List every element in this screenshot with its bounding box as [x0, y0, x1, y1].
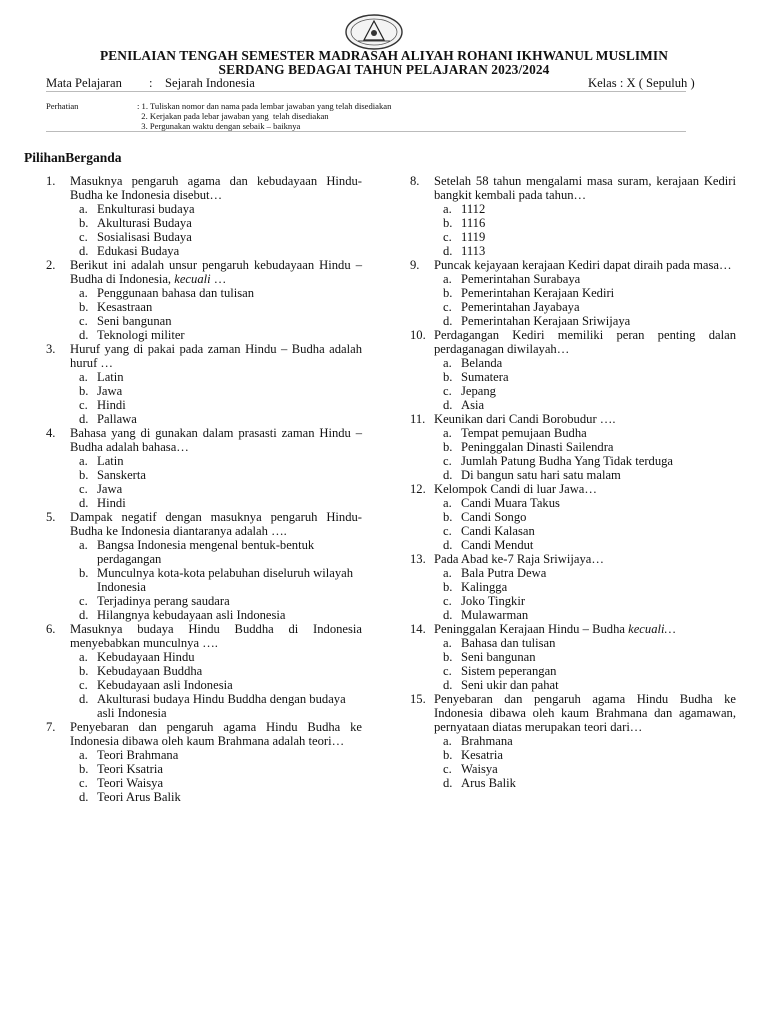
answer-option [70, 762, 362, 776]
question-item [410, 692, 736, 790]
option-text: Hindi [97, 398, 126, 412]
option-letter: b. [443, 440, 453, 454]
option-text: Edukasi Budaya [97, 244, 180, 258]
question-number: 11. [410, 412, 426, 426]
answer-option [70, 594, 362, 608]
option-text: Candi Mendut [461, 538, 534, 552]
option-letter: b. [443, 650, 453, 664]
option-text: 1119 [461, 230, 486, 244]
answer-option [434, 496, 736, 510]
question-number: 2. [46, 258, 56, 272]
option-text: Kesatria [461, 748, 503, 762]
question-number: 8. [410, 174, 420, 188]
option-text: Teori Ksatria [97, 762, 163, 776]
answer-option [434, 608, 736, 622]
option-text: Brahmana [461, 734, 513, 748]
question-stem: Bahasa yang di gunakan dalam prasasti zaman Hindu – Budha adalah bahasa… [70, 426, 362, 454]
answer-option [434, 636, 736, 650]
option-text: Joko Tingkir [461, 594, 526, 608]
option-letter: c. [79, 482, 88, 496]
question-exception-word: kecuali… [628, 622, 676, 636]
option-text: Enkulturasi budaya [97, 202, 195, 216]
answer-option [434, 440, 736, 454]
option-letter: b. [79, 384, 89, 398]
option-letter: c. [79, 594, 88, 608]
question-item [46, 258, 362, 342]
answer-option [70, 314, 362, 328]
answer-option [434, 202, 736, 216]
option-letter: b. [443, 370, 453, 384]
option-text: Mulawarman [461, 608, 529, 622]
option-letter: b. [79, 566, 89, 580]
option-text: Tempat pemujaan Budha [461, 426, 587, 440]
option-letter: c. [443, 454, 452, 468]
question-text [70, 622, 362, 650]
option-text: Seni bangunan [461, 650, 536, 664]
answer-option [70, 300, 362, 314]
notes-divider [46, 131, 686, 132]
option-text: Akulturasi budaya Hindu Buddha dengan budaya asli Indonesia [97, 692, 346, 720]
question-stem: Dampak negatif dengan masuknya pengaruh Hindu-Budha ke Indonesia diantaranya adalah …. [70, 510, 362, 538]
option-letter: a. [79, 454, 88, 468]
answer-option [70, 538, 362, 566]
option-letter: a. [79, 286, 88, 300]
answer-option [70, 608, 362, 622]
option-letter: c. [79, 230, 88, 244]
question-stem: Setelah 58 tahun mengalami masa suram, kerajaan Kediri bangkit kembali pada tahun… [434, 174, 736, 202]
option-text: Latin [97, 370, 124, 384]
answer-option [434, 538, 736, 552]
question-number: 9. [410, 258, 420, 272]
option-letter: a. [79, 538, 88, 552]
question-text [434, 328, 736, 356]
question-stem: Keunikan dari Candi Borobudur …. [434, 412, 616, 426]
option-letter: c. [443, 762, 452, 776]
option-text: 1112 [461, 202, 486, 216]
class-info: Kelas : X ( Sepuluh ) [588, 76, 695, 90]
option-text: Pemerintahan Jayabaya [461, 300, 580, 314]
answer-option [70, 286, 362, 300]
answer-option [434, 776, 736, 790]
option-letter: d. [443, 538, 453, 552]
question-stem: Huruf yang di pakai pada zaman Hindu – Budha adalah huruf … [70, 342, 362, 370]
answer-option [434, 594, 736, 608]
answer-option [70, 748, 362, 762]
note-item: : 1. Tuliskan nomor dan nama pada lembar jawaban yang telah disediakan [137, 101, 392, 111]
question-item [410, 622, 736, 692]
option-letter: c. [443, 664, 452, 678]
answer-option [434, 734, 736, 748]
question-text [70, 342, 362, 370]
question-text [70, 258, 362, 286]
option-letter: a. [79, 202, 88, 216]
option-letter: a. [79, 370, 88, 384]
option-letter: b. [443, 580, 453, 594]
question-item [46, 174, 362, 258]
question-stem: Perdagangan Kediri memiliki peran penting dalan perdaganagan diwilayah… [434, 328, 736, 356]
answer-option [434, 664, 736, 678]
question-tail: … [210, 272, 227, 286]
option-text: Seni bangunan [97, 314, 172, 328]
option-text: Bangsa Indonesia mengenal bentuk-bentuk perdagangan [97, 538, 315, 566]
answer-option [70, 678, 362, 692]
option-text: Munculnya kota-kota pelabuhan diseluruh wilayah Indonesia [97, 566, 354, 594]
question-stem: Pada Abad ke-7 Raja Sriwijaya… [434, 552, 604, 566]
answer-option [70, 454, 362, 468]
option-letter: a. [443, 426, 452, 440]
option-letter: d. [79, 496, 89, 510]
question-item [410, 552, 736, 622]
answer-option [434, 370, 736, 384]
option-letter: c. [443, 594, 452, 608]
answer-option [434, 566, 736, 580]
answer-option [70, 412, 362, 426]
option-text: 1113 [461, 244, 486, 258]
question-item [46, 622, 362, 720]
question-item [46, 720, 362, 804]
option-letter: d. [443, 398, 453, 412]
question-item [410, 412, 736, 482]
question-item [410, 328, 736, 412]
question-text [434, 692, 736, 734]
option-letter: d. [79, 790, 89, 804]
subject-colon: : [149, 76, 153, 90]
question-text [434, 482, 736, 496]
school-logo-icon [344, 14, 404, 50]
option-letter: b. [443, 286, 453, 300]
option-letter: a. [443, 636, 452, 650]
answer-option [434, 678, 736, 692]
answer-option [434, 454, 736, 468]
answer-option [70, 230, 362, 244]
option-text: Bala Putra Dewa [461, 566, 547, 580]
option-text: Pemerintahan Kerajaan Sriwijaya [461, 314, 631, 328]
option-letter: b. [79, 664, 89, 678]
question-item [410, 174, 736, 258]
question-text [70, 174, 362, 202]
option-letter: b. [443, 216, 453, 230]
option-letter: c. [443, 230, 452, 244]
question-stem: Berikut ini adalah unsur pengaruh kebudayaan Hindu – Budha di Indonesia, [70, 258, 362, 286]
question-stem: Kelompok Candi di luar Jawa… [434, 482, 597, 496]
answer-option [434, 748, 736, 762]
option-text: Teori Arus Balik [97, 790, 181, 804]
answer-option [434, 524, 736, 538]
option-text: Belanda [461, 356, 503, 370]
answer-option [434, 230, 736, 244]
answer-option [70, 398, 362, 412]
option-letter: b. [79, 468, 89, 482]
question-text [434, 622, 736, 636]
option-text: Penggunaan bahasa dan tulisan [97, 286, 255, 300]
section-title: PilihanBerganda [24, 150, 122, 165]
option-text: Kebudayaan Hindu [97, 650, 195, 664]
answer-option [434, 314, 736, 328]
option-text: Jawa [97, 482, 123, 496]
question-number: 7. [46, 720, 56, 734]
exam-title-line1: PENILAIAN TENGAH SEMESTER MADRASAH ALIYAH ROHANI IKHWANUL MUSLIMIN [100, 48, 668, 63]
answer-option [434, 426, 736, 440]
answer-option [434, 216, 736, 230]
notes-list [137, 101, 391, 131]
answer-option [70, 216, 362, 230]
question-stem: Masuknya budaya Hindu Buddha di Indonesia menyebabkan munculnya …. [70, 622, 362, 650]
option-letter: a. [443, 202, 452, 216]
answer-option [70, 664, 362, 678]
question-stem: Penyebaran dan pengaruh agama Hindu Budha ke Indonesia dibawa oleh kaum Brahmana dan agamawan, pernyataan diatas merupakan teori dari… [434, 692, 736, 734]
option-letter: a. [443, 566, 452, 580]
question-item [46, 510, 362, 622]
option-text: Bahasa dan tulisan [461, 636, 556, 650]
option-text: Seni ukir dan pahat [461, 678, 559, 692]
option-letter: d. [443, 678, 453, 692]
question-text [434, 552, 736, 566]
option-letter: a. [443, 496, 452, 510]
option-letter: b. [79, 216, 89, 230]
option-text: Kebudayaan Buddha [97, 664, 203, 678]
question-item [46, 342, 362, 426]
option-text: Hilangnya kebudayaan asli Indonesia [97, 608, 286, 622]
question-number: 1. [46, 174, 56, 188]
option-letter: d. [79, 608, 89, 622]
answer-option [70, 244, 362, 258]
answer-option [434, 272, 736, 286]
answer-option [434, 468, 736, 482]
question-exception-word: kecuali [174, 272, 211, 286]
option-letter: d. [443, 776, 453, 790]
option-letter: c. [443, 524, 452, 538]
answer-option [434, 580, 736, 594]
option-text: Terjadinya perang saudara [97, 594, 230, 608]
option-text: Sanskerta [97, 468, 146, 482]
option-text: Kebudayaan asli Indonesia [97, 678, 233, 692]
option-text: Latin [97, 454, 124, 468]
option-letter: a. [79, 650, 88, 664]
answer-option [434, 398, 736, 412]
answer-option [434, 356, 736, 370]
answer-option [434, 300, 736, 314]
answer-option [70, 328, 362, 342]
option-letter: d. [443, 608, 453, 622]
answer-option [434, 384, 736, 398]
question-number: 12. [410, 482, 426, 496]
question-text [434, 174, 736, 202]
question-stem: Masuknya pengaruh agama dan kebudayaan Hindu-Budha ke Indonesia disebut… [70, 174, 362, 202]
option-text: Kesastraan [97, 300, 153, 314]
option-text: Candi Songo [461, 510, 527, 524]
question-number: 5. [46, 510, 56, 524]
option-text: Teori Brahmana [97, 748, 179, 762]
answer-option [70, 496, 362, 510]
option-text: Candi Kalasan [461, 524, 535, 538]
option-letter: d. [443, 314, 453, 328]
option-text: Sosialisasi Budaya [97, 230, 192, 244]
question-stem: Penyebaran dan pengaruh agama Hindu Budha ke Indonesia dibawa oleh kaum Brahmana adalah teori… [70, 720, 362, 748]
option-letter: c. [443, 300, 452, 314]
note-item: 2. Kerjakan pada lebar jawaban yang telah disediakan [137, 111, 329, 121]
option-letter: d. [443, 244, 453, 258]
option-letter: b. [79, 300, 89, 314]
option-letter: c. [79, 314, 88, 328]
option-text: Asia [461, 398, 485, 412]
question-stem: Peninggalan Kerajaan Hindu – Budha [434, 622, 625, 636]
question-number: 6. [46, 622, 56, 636]
answer-option [434, 286, 736, 300]
option-letter: d. [79, 244, 89, 258]
option-text: Pemerintahan Kerajaan Kediri [461, 286, 615, 300]
option-text: Jawa [97, 384, 123, 398]
question-number: 4. [46, 426, 56, 440]
option-letter: c. [79, 776, 88, 790]
answer-option [434, 650, 736, 664]
subject-label: Mata Pelajaran [46, 76, 122, 90]
answer-option [70, 202, 362, 216]
option-letter: d. [443, 468, 453, 482]
option-text: Di bangun satu hari satu malam [461, 468, 621, 482]
answer-option [70, 482, 362, 496]
option-text: Jepang [461, 384, 496, 398]
question-text [434, 412, 736, 426]
question-text [70, 510, 362, 538]
option-letter: c. [79, 678, 88, 692]
option-letter: d. [79, 412, 89, 426]
option-letter: c. [79, 398, 88, 412]
question-item [410, 258, 736, 328]
option-letter: b. [443, 748, 453, 762]
answer-option [70, 384, 362, 398]
option-text: Peninggalan Dinasti Sailendra [461, 440, 614, 454]
option-letter: b. [443, 510, 453, 524]
answer-option [70, 650, 362, 664]
answer-option [70, 468, 362, 482]
header-divider [46, 91, 686, 92]
option-letter: a. [79, 748, 88, 762]
questions-column-left [46, 174, 362, 804]
question-item [410, 482, 736, 552]
option-text: Sumatera [461, 370, 509, 384]
question-number: 15. [410, 692, 426, 706]
note-item: 3. Pergunakan waktu dengan sebaik – baiknya [137, 121, 301, 131]
option-text: Sistem peperangan [461, 664, 557, 678]
answer-option [434, 510, 736, 524]
question-item [46, 426, 362, 510]
question-text [434, 258, 736, 272]
questions-column-right [410, 174, 736, 790]
option-text: Teori Waisya [97, 776, 164, 790]
notes-label: Perhatian [46, 101, 79, 111]
option-text: 1116 [461, 216, 486, 230]
answer-option [434, 762, 736, 776]
option-text: Jumlah Patung Budha Yang Tidak terduga [461, 454, 674, 468]
answer-option [70, 370, 362, 384]
exam-title-line2: SERDANG BEDAGAI TAHUN PELAJARAN 2023/2024 [218, 62, 550, 77]
option-letter: b. [79, 762, 89, 776]
option-text: Pallawa [97, 412, 137, 426]
subject-value: Sejarah Indonesia [165, 76, 255, 90]
question-number: 10. [410, 328, 426, 342]
option-text: Waisya [461, 762, 498, 776]
answer-option [70, 566, 362, 594]
question-stem: Puncak kejayaan kerajaan Kediri dapat diraih pada masa… [434, 258, 732, 272]
option-text: Hindi [97, 496, 126, 510]
option-text: Teknologi militer [97, 328, 185, 342]
question-text [70, 426, 362, 454]
option-text: Pemerintahan Surabaya [461, 272, 581, 286]
option-letter: a. [443, 734, 452, 748]
question-number: 14. [410, 622, 426, 636]
option-text: Candi Muara Takus [461, 496, 560, 510]
answer-option [70, 692, 362, 720]
question-number: 3. [46, 342, 56, 356]
answer-option [70, 790, 362, 804]
answer-option [434, 244, 736, 258]
option-letter: c. [443, 384, 452, 398]
option-text: Kalingga [461, 580, 508, 594]
question-number: 13. [410, 552, 426, 566]
option-text: Arus Balik [461, 776, 516, 790]
option-letter: a. [443, 272, 452, 286]
question-text [70, 720, 362, 748]
option-letter: a. [443, 356, 452, 370]
option-letter: d. [79, 692, 89, 706]
option-letter: d. [79, 328, 89, 342]
answer-option [70, 776, 362, 790]
option-text: Akulturasi Budaya [97, 216, 192, 230]
